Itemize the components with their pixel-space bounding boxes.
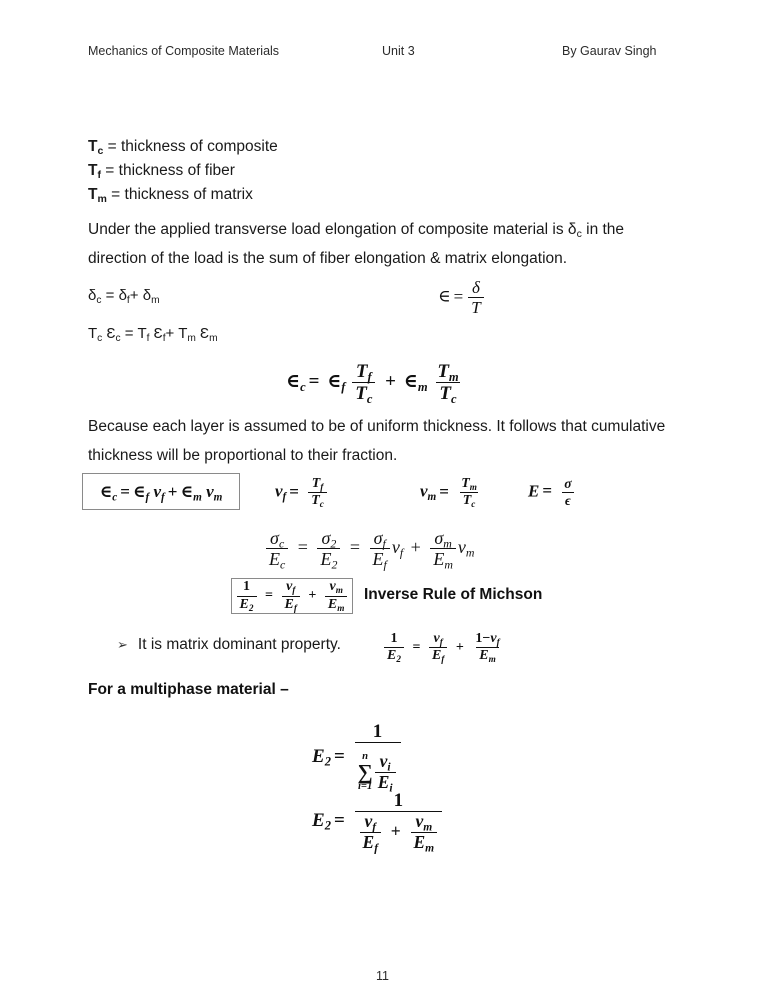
fraction-denominator bbox=[460, 492, 479, 508]
strain-matrix-sub: m bbox=[209, 332, 218, 344]
strain-matrix-symbol: ∈ bbox=[180, 481, 194, 501]
delta-composite: δ bbox=[88, 287, 97, 304]
page-number: 11 bbox=[376, 969, 389, 983]
fraction-1-over-sum-of-fractions bbox=[355, 790, 443, 855]
fraction-1-minus-vf-over-Em bbox=[472, 632, 502, 664]
denominator-sub: f bbox=[293, 602, 297, 613]
equals-sign: = bbox=[124, 325, 134, 342]
volume-fraction-matrix-symbol: v bbox=[420, 481, 428, 501]
equation-volume-fraction-matrix bbox=[420, 477, 482, 508]
denominator-sub: m bbox=[337, 602, 345, 613]
fraction-sigmam-over-Em bbox=[430, 528, 456, 572]
numerator-symbol: v bbox=[286, 579, 293, 595]
definition-text: = thickness of composite bbox=[107, 138, 278, 155]
volume-fraction-matrix: v bbox=[206, 481, 214, 501]
modulus-symbol: E bbox=[528, 481, 540, 501]
numerator-sub: m bbox=[335, 585, 343, 595]
denominator-symbol: T bbox=[439, 383, 452, 405]
fraction-Tm-over-Tc bbox=[434, 361, 461, 407]
volume-fraction-matrix: v bbox=[457, 536, 466, 557]
numerator-sub: f bbox=[292, 585, 296, 595]
equals-sign: = bbox=[349, 536, 361, 557]
fraction-denominator bbox=[308, 492, 327, 508]
thickness-fiber-sub: f bbox=[146, 332, 150, 344]
plus-sign: + bbox=[129, 287, 139, 304]
fraction-numerator: 1 bbox=[243, 579, 251, 595]
fraction-numerator bbox=[431, 632, 446, 647]
numerator-symbol: T bbox=[461, 476, 470, 491]
strain-composite-symbol: ∈ bbox=[286, 371, 301, 393]
fraction-numerator bbox=[326, 580, 345, 595]
fraction-denominator bbox=[375, 772, 396, 795]
numerator-symbol: σ bbox=[373, 528, 383, 548]
equals-sign: = bbox=[542, 481, 553, 501]
equals-sign: = bbox=[453, 286, 464, 306]
fraction-delta-over-T bbox=[468, 279, 483, 317]
equation-volume-fraction-fiber bbox=[275, 477, 329, 508]
equals-sign: = bbox=[439, 481, 449, 501]
fraction-Tm-over-Tc bbox=[458, 477, 480, 508]
numerator-sub: f bbox=[496, 636, 500, 647]
equals-sign: = bbox=[308, 371, 320, 393]
plus-sign: + bbox=[455, 639, 464, 655]
multiphase-heading: For a multiphase material – bbox=[88, 681, 289, 698]
equation-multiphase-two-phase bbox=[312, 790, 444, 855]
paragraph-line-1b: in the bbox=[581, 221, 625, 238]
equals-sign: = bbox=[265, 588, 273, 604]
numerator-symbol: σ bbox=[270, 528, 279, 548]
boxed-equation-inverse-rule bbox=[231, 578, 353, 614]
paragraph-line-1a: Under the applied transverse load elongation of composite material is bbox=[88, 221, 568, 238]
fraction-vf-over-Ef bbox=[282, 580, 300, 612]
summation-icon bbox=[358, 752, 373, 793]
fraction-numerator bbox=[318, 528, 339, 551]
numerator-symbol: v bbox=[490, 631, 497, 646]
header-unit: Unit 3 bbox=[382, 44, 415, 58]
equation-rule-of-mixtures bbox=[100, 482, 223, 502]
equals-sign: = bbox=[105, 287, 115, 304]
fraction-denominator bbox=[384, 647, 404, 663]
fraction-sigma-over-epsilon bbox=[561, 477, 574, 508]
denominator-symbol: E bbox=[413, 832, 426, 853]
numerator-sub: c bbox=[278, 536, 285, 551]
equals-sign: = bbox=[412, 639, 421, 655]
page-header bbox=[88, 44, 688, 64]
numerator-symbol: σ bbox=[321, 528, 331, 548]
delta-symbol: δ bbox=[567, 221, 577, 238]
paragraph-line-2: direction of the load is the sum of fiber elongation & matrix elongation. bbox=[88, 250, 568, 267]
numerator-symbol: T bbox=[311, 476, 321, 491]
delta-subscript: c bbox=[576, 227, 582, 240]
modulus-E2-symbol: E bbox=[312, 745, 325, 767]
fraction-vi-over-Ei bbox=[375, 751, 396, 795]
numerator-symbol: v bbox=[364, 811, 373, 832]
summation-upper-limit: n bbox=[362, 751, 369, 763]
numerator-sub: 2 bbox=[330, 536, 337, 551]
paragraph-line-2: cumulative thickness will be proportional to their fraction. bbox=[88, 418, 666, 464]
fraction-denominator bbox=[360, 832, 382, 855]
denominator-sub: f bbox=[383, 557, 387, 572]
fraction-vm-over-Em bbox=[411, 811, 438, 855]
denominator-sub: 2 bbox=[248, 602, 254, 613]
volume-fraction-fiber-sub: f bbox=[161, 490, 165, 503]
fraction-numerator: 1 bbox=[393, 790, 404, 811]
strain-fiber-sub: f bbox=[341, 379, 346, 394]
paragraph-transverse-load bbox=[88, 215, 668, 273]
denominator-sub: f bbox=[441, 654, 445, 665]
equation-thickness-strain bbox=[88, 320, 218, 348]
paragraph-line-1: Because each layer is assumed to be of uniform thickness. It follows that bbox=[88, 418, 587, 435]
fraction-numerator: 1 bbox=[372, 721, 383, 742]
denominator-symbol: E bbox=[387, 648, 397, 664]
inverse-rule-label: Inverse Rule of Michson bbox=[364, 586, 543, 603]
bullet-matrix-dominant bbox=[117, 636, 341, 654]
strain-fiber-sub: f bbox=[145, 490, 150, 503]
delta-fiber: δ bbox=[118, 287, 127, 304]
strain-matrix: Ɛ bbox=[200, 325, 210, 342]
fraction-numerator bbox=[267, 528, 287, 551]
denominator-sub: c bbox=[280, 557, 286, 572]
numerator-sub: m bbox=[448, 369, 459, 384]
fraction-denominator bbox=[355, 742, 401, 793]
equation-stress-strain-chain bbox=[264, 528, 475, 572]
equals-sign: = bbox=[333, 809, 345, 831]
equation-delta-sum bbox=[88, 282, 160, 310]
numerator-symbol: v bbox=[433, 631, 440, 646]
denominator-symbol: E bbox=[327, 596, 338, 612]
denominator-symbol: T bbox=[355, 383, 367, 405]
strain-composite-sub: c bbox=[300, 379, 306, 394]
plus-sign: + bbox=[165, 325, 175, 342]
denominator-sub: m bbox=[444, 557, 453, 572]
fraction-numerator: δ bbox=[471, 278, 480, 297]
fraction-denominator bbox=[325, 596, 348, 612]
denominator-sub: i bbox=[389, 782, 393, 795]
fraction-numerator bbox=[361, 813, 379, 832]
thickness-matrix: T bbox=[178, 325, 188, 342]
thickness-matrix-sub: m bbox=[187, 332, 196, 344]
denominator-symbol: E bbox=[372, 549, 384, 570]
thickness-composite-sub: c bbox=[97, 332, 103, 344]
fraction-denominator bbox=[355, 811, 443, 855]
fraction-vf-over-Ef bbox=[360, 811, 382, 855]
fraction-1-over-E2 bbox=[237, 580, 257, 612]
fraction-denominator: ϵ bbox=[562, 492, 574, 508]
fraction-numerator bbox=[353, 362, 375, 382]
denominator-symbol: E bbox=[284, 596, 294, 612]
delta-matrix: δ bbox=[142, 287, 152, 304]
numerator-symbol: σ bbox=[434, 528, 444, 548]
sigma-glyph: ∑ bbox=[357, 760, 373, 785]
volume-fraction-fiber: v bbox=[153, 481, 162, 501]
numerator-sub: m bbox=[443, 536, 452, 551]
strain-fiber-symbol: ∈ bbox=[132, 481, 146, 501]
plus-sign: + bbox=[308, 588, 317, 604]
fraction-1-over-summation bbox=[355, 722, 401, 793]
denominator-symbol: E bbox=[377, 772, 390, 793]
equals-sign: = bbox=[289, 481, 299, 501]
denominator-sub: 2 bbox=[396, 654, 401, 665]
denominator-sub: 2 bbox=[331, 557, 338, 572]
fraction-denominator bbox=[436, 382, 459, 407]
numerator-sub: m bbox=[423, 821, 433, 834]
definition-subscript: c bbox=[97, 144, 104, 157]
volume-fraction-matrix-sub: m bbox=[213, 490, 223, 503]
definition-text: = thickness of matrix bbox=[111, 186, 253, 203]
arrow-bullet-icon: ➢ bbox=[117, 638, 128, 653]
strain-composite-sub: c bbox=[115, 332, 121, 344]
denominator-symbol: E bbox=[239, 596, 249, 612]
header-author: By Gaurav Singh bbox=[562, 44, 657, 58]
volume-fraction-matrix-sub: m bbox=[427, 490, 437, 503]
strain-matrix-symbol: ∈ bbox=[403, 371, 418, 393]
equals-sign: = bbox=[333, 745, 345, 767]
equals-sign: = bbox=[297, 536, 308, 557]
definition-subscript: f bbox=[97, 168, 101, 181]
plus-sign: + bbox=[385, 371, 396, 393]
fraction-denominator bbox=[411, 832, 438, 855]
fraction-denominator bbox=[429, 647, 447, 663]
fraction-denominator bbox=[430, 548, 456, 572]
thickness-fiber: T bbox=[137, 325, 147, 342]
numerator-sub: m bbox=[469, 481, 477, 492]
equation-inverse-rule-expanded bbox=[382, 632, 505, 664]
paragraph-uniform-thickness bbox=[88, 412, 668, 470]
numerator-sub: f bbox=[320, 481, 324, 492]
denominator-symbol: E bbox=[320, 549, 332, 570]
boxed-equation-rule-of-mixtures bbox=[82, 473, 240, 510]
strain-matrix-sub: m bbox=[417, 379, 428, 394]
modulus-E2-sub: 2 bbox=[324, 754, 331, 769]
fraction-numerator bbox=[283, 580, 298, 595]
numerator-prefix: 1− bbox=[475, 631, 491, 646]
fraction-vm-over-Em bbox=[325, 580, 348, 612]
numerator-symbol: T bbox=[437, 361, 449, 382]
denominator-sub: f bbox=[374, 842, 379, 855]
denominator-symbol: E bbox=[431, 648, 442, 664]
summation-expression bbox=[358, 752, 398, 793]
fraction-Tf-over-Tc bbox=[352, 361, 375, 407]
equation-modulus-definition bbox=[528, 477, 577, 508]
bullet-text: It is matrix dominant property. bbox=[137, 636, 341, 653]
fraction-numerator bbox=[472, 632, 502, 647]
definition-symbol: T bbox=[88, 186, 98, 203]
fraction-denominator bbox=[370, 548, 390, 572]
definition-subscript: m bbox=[97, 192, 107, 205]
fraction-numerator bbox=[371, 528, 389, 551]
strain-composite: Ɛ bbox=[106, 325, 116, 342]
definition-symbol: T bbox=[88, 162, 98, 179]
strain-fiber-symbol: ∈ bbox=[327, 371, 342, 393]
strain-fiber: Ɛ bbox=[153, 325, 163, 342]
numerator-sub: f bbox=[372, 821, 377, 834]
fraction-numerator bbox=[431, 528, 454, 551]
fraction-1-over-E2 bbox=[384, 632, 404, 664]
equation-inverse-rule bbox=[235, 580, 350, 612]
numerator-sub: f bbox=[439, 636, 443, 647]
fraction-denominator bbox=[237, 596, 257, 612]
strain-fiber-sub: f bbox=[162, 332, 166, 344]
denominator-symbol: E bbox=[362, 832, 375, 853]
fraction-denominator bbox=[476, 647, 499, 663]
fraction-denominator bbox=[317, 548, 340, 572]
fraction-numerator: σ bbox=[564, 476, 572, 491]
plus-sign: + bbox=[390, 821, 401, 842]
fraction-vf-over-Ef bbox=[429, 632, 447, 664]
definition-text: = thickness of fiber bbox=[105, 162, 235, 179]
denominator-sub: m bbox=[488, 654, 496, 665]
numerator-symbol: v bbox=[415, 811, 424, 832]
fraction-numerator bbox=[412, 813, 435, 832]
summation-lower-limit: i=1 bbox=[357, 781, 373, 793]
fraction-sigmaf-over-Ef bbox=[370, 528, 390, 572]
fraction-numerator bbox=[309, 477, 327, 492]
modulus-E2-sub: 2 bbox=[324, 818, 331, 833]
strain-symbol: ∈ bbox=[438, 286, 451, 306]
numerator-sub: f bbox=[367, 369, 372, 384]
denominator-sub: m bbox=[425, 842, 435, 855]
volume-fraction-fiber-sub: f bbox=[282, 490, 287, 503]
fraction-numerator: 1 bbox=[390, 631, 398, 646]
fraction-numerator bbox=[377, 753, 394, 772]
numerator-sub: f bbox=[382, 536, 386, 551]
thickness-composite: T bbox=[88, 325, 98, 342]
delta-matrix-sub: m bbox=[151, 294, 160, 306]
plus-sign: + bbox=[167, 481, 178, 501]
fraction-numerator bbox=[458, 477, 480, 492]
delta-fiber-sub: f bbox=[126, 294, 130, 306]
definition-symbol: T bbox=[88, 138, 98, 155]
delta-composite-sub: c bbox=[96, 294, 102, 306]
volume-fraction-fiber-sub: f bbox=[399, 545, 404, 560]
equation-multiphase-summation bbox=[312, 722, 403, 793]
volume-fraction-fiber: v bbox=[391, 536, 400, 557]
volume-fraction-fiber-symbol: v bbox=[275, 481, 283, 501]
fraction-denominator: T bbox=[468, 297, 483, 316]
denominator-sub: c bbox=[451, 392, 457, 407]
fraction-denominator bbox=[266, 548, 288, 572]
denominator-symbol: E bbox=[269, 549, 280, 570]
definition-thickness-matrix bbox=[88, 181, 253, 209]
plus-sign: + bbox=[410, 536, 421, 557]
numerator-symbol: v bbox=[329, 579, 336, 595]
fraction-Tf-over-Tc bbox=[308, 477, 327, 508]
modulus-E2-symbol: E bbox=[312, 809, 325, 831]
denominator-sub: c bbox=[319, 498, 324, 509]
header-course-title: Mechanics of Composite Materials bbox=[88, 44, 280, 58]
equals-sign: = bbox=[120, 481, 130, 501]
denominator-symbol: T bbox=[462, 493, 472, 509]
numerator-symbol: v bbox=[379, 751, 388, 772]
volume-fraction-matrix-sub: m bbox=[465, 545, 475, 560]
fraction-sigma2-over-E2 bbox=[317, 528, 340, 572]
strain-composite-sub: c bbox=[112, 490, 118, 503]
strain-composite-symbol: ∈ bbox=[99, 481, 113, 501]
numerator-sub: i bbox=[387, 761, 391, 774]
equation-strain-composite bbox=[286, 361, 464, 407]
strain-matrix-sub: m bbox=[193, 490, 202, 503]
denominator-symbol: E bbox=[433, 549, 445, 570]
numerator-symbol: T bbox=[355, 361, 368, 382]
fraction-denominator bbox=[352, 382, 375, 407]
denominator-symbol: T bbox=[311, 493, 320, 509]
fraction-denominator bbox=[282, 596, 300, 612]
fraction-sigmac-over-Ec bbox=[266, 528, 288, 572]
denominator-symbol: E bbox=[479, 648, 489, 664]
equation-strain-definition bbox=[438, 279, 486, 317]
denominator-sub: c bbox=[366, 392, 373, 407]
denominator-sub: c bbox=[471, 498, 476, 509]
fraction-numerator bbox=[434, 362, 461, 382]
